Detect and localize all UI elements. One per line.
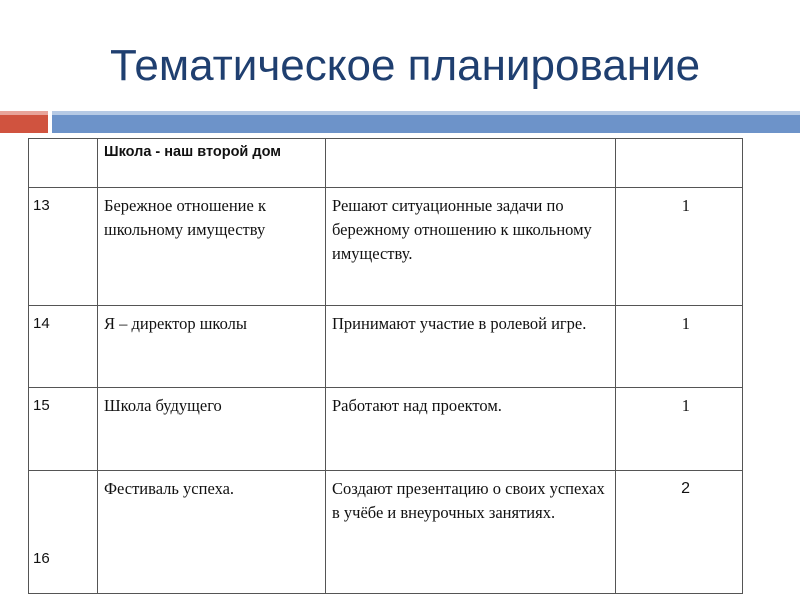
lesson-topic: Я – директор школы (98, 306, 326, 388)
lesson-topic: Фестиваль успеха. (98, 471, 326, 594)
lesson-activity: Принимают участие в ролевой игре. (326, 306, 616, 388)
lesson-activity: Решают ситуационные задачи по бережному отношению к школьному имуществу. (326, 188, 616, 306)
lesson-activity: Создают презентацию о своих успехах в учёбе и внеурочных занятиях. (326, 471, 616, 594)
lesson-hours: 2 (616, 471, 743, 594)
lesson-number: 16 (29, 471, 98, 594)
lesson-activity: Работают над проектом. (326, 388, 616, 471)
lesson-hours: 1 (616, 306, 743, 388)
lesson-topic: Школа будущего (98, 388, 326, 471)
header-activity-cell (326, 139, 616, 188)
table-row (29, 188, 743, 306)
table-row (29, 306, 743, 388)
title-divider-accent (0, 111, 48, 133)
table-row (29, 471, 743, 594)
section-title-cell: Школа - наш второй дом (98, 139, 326, 188)
title-divider-bar (52, 111, 800, 133)
lesson-number: 14 (29, 306, 98, 388)
table-row (29, 388, 743, 471)
lesson-hours: 1 (616, 188, 743, 306)
lesson-number: 13 (29, 188, 98, 306)
slide-title: Тематическое планирование (110, 41, 701, 90)
lesson-number: 15 (29, 388, 98, 471)
planning-table (28, 138, 743, 594)
lesson-hours: 1 (616, 388, 743, 471)
table-header-row (29, 139, 743, 188)
header-hours-cell (616, 139, 743, 188)
header-num-cell (29, 139, 98, 188)
lesson-topic: Бережное отношение к школьному имуществу (98, 188, 326, 306)
